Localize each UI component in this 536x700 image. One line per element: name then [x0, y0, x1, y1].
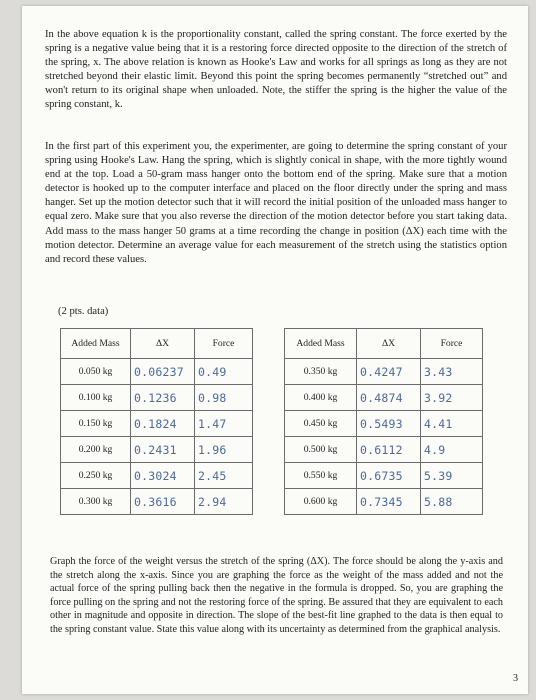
cell-force: 1.96 [195, 437, 253, 463]
cell-force: 5.39 [421, 463, 483, 489]
cell-force: 0.98 [195, 385, 253, 411]
header-force: Force [195, 329, 253, 359]
table-row [61, 359, 253, 385]
cell-mass: 0.350 kg [285, 359, 357, 385]
procedure-paragraph: In the first part of this experiment you, the experimenter, are going to determine the spring constant of your spring using Hooke's Law. Hang the spring, which is slightly conical in shape, with the more tightly wound end at the top. Load a 50-gram mass hanger onto the bottom end of the spring. Make sure that a motion detector is hooked up to the computer interface and placed on the floor directly under the spring and mass hanger. Set up the motion detector such that it will record the initial position of the unloaded mass hanger to equal zero. Make sure that you also reverse the direction of the motion detector before you start taking data. Add mass to the mass hanger 50 grams at a time recording the change in position (ΔX) each time with the motion detector. Determine an average value for each measurement of the stretch using the statistics option and record these values. [45, 141, 507, 265]
table-row [285, 385, 483, 411]
table-row [285, 359, 483, 385]
cell-mass: 0.300 kg [61, 489, 131, 515]
cell-mass: 0.250 kg [61, 463, 131, 489]
cell-mass: 0.450 kg [285, 411, 357, 437]
cell-mass: 0.600 kg [285, 489, 357, 515]
cell-mass: 0.500 kg [285, 437, 357, 463]
header-added-mass: Added Mass [285, 329, 357, 359]
cell-mass: 0.100 kg [61, 385, 131, 411]
data-table-left [60, 328, 253, 515]
header-added-mass: Added Mass [61, 329, 131, 359]
intro-paragraph: In the above equation k is the proportionality constant, called the spring constant. The force exerted by the spring is a negative value being that it is a restoring force directed opposite to the direction of the stretch of the spring, x. The above relation is known as Hooke's Law and works for all springs as long as they are not stretched beyond their elastic limit. Beyond this point the spring becomes permanently “stretched out” and won't return to its original shape when unloaded. Note, the stiffer the spring is the higher the value of the spring constant, k. [45, 29, 507, 111]
cell-delta-x: 0.4874 [357, 385, 421, 411]
cell-force: 3.92 [421, 385, 483, 411]
table-row [61, 437, 253, 463]
cell-delta-x: 0.6112 [357, 437, 421, 463]
table-row [61, 411, 253, 437]
page-number: 3 [513, 673, 518, 684]
cell-force: 4.9 [421, 437, 483, 463]
cell-delta-x: 0.7345 [357, 489, 421, 515]
header-delta-x: ΔX [357, 329, 421, 359]
table-row [285, 463, 483, 489]
cell-delta-x: 0.5493 [357, 411, 421, 437]
cell-delta-x: 0.06237 [131, 359, 195, 385]
cell-force: 2.94 [195, 489, 253, 515]
table-row [61, 463, 253, 489]
cell-delta-x: 0.3616 [131, 489, 195, 515]
table-row [285, 489, 483, 515]
cell-delta-x: 0.1236 [131, 385, 195, 411]
cell-mass: 0.150 kg [61, 411, 131, 437]
cell-delta-x: 0.4247 [357, 359, 421, 385]
cell-delta-x: 0.2431 [131, 437, 195, 463]
cell-delta-x: 0.3024 [131, 463, 195, 489]
points-label: (2 pts. data) [58, 306, 109, 317]
cell-force: 5.88 [421, 489, 483, 515]
table-header-row [285, 329, 483, 359]
data-table-right [284, 328, 483, 515]
cell-delta-x: 0.6735 [357, 463, 421, 489]
cell-mass: 0.400 kg [285, 385, 357, 411]
cell-force: 0.49 [195, 359, 253, 385]
cell-mass: 0.200 kg [61, 437, 131, 463]
table-header-row [61, 329, 253, 359]
header-delta-x: ΔX [131, 329, 195, 359]
table-row [285, 437, 483, 463]
table-row [61, 385, 253, 411]
header-force: Force [421, 329, 483, 359]
graph-instructions-paragraph: Graph the force of the weight versus the stretch of the spring (ΔX). The force should be along the y-axis and the stretch along the x-axis. Since you are graphing the force as the weight of the mass added and not the actual force of the spring pulling back then the negative in the formula is dropped. So, you are graphing the force pulling on the spring and not the restoring force of the spring. Be assured that they are equivalent to each other in magnitude and opposite in direction. The slope of the best-fit line graphed to the data is then equal to the spring constant value. State this value along with its uncertainty as determined from the graphical analysis. [50, 556, 503, 635]
cell-delta-x: 0.1824 [131, 411, 195, 437]
cell-force: 2.45 [195, 463, 253, 489]
table-row [285, 411, 483, 437]
table-row [61, 489, 253, 515]
cell-force: 3.43 [421, 359, 483, 385]
document-page [22, 6, 528, 694]
cell-force: 1.47 [195, 411, 253, 437]
cell-mass: 0.550 kg [285, 463, 357, 489]
cell-force: 4.41 [421, 411, 483, 437]
cell-mass: 0.050 kg [61, 359, 131, 385]
